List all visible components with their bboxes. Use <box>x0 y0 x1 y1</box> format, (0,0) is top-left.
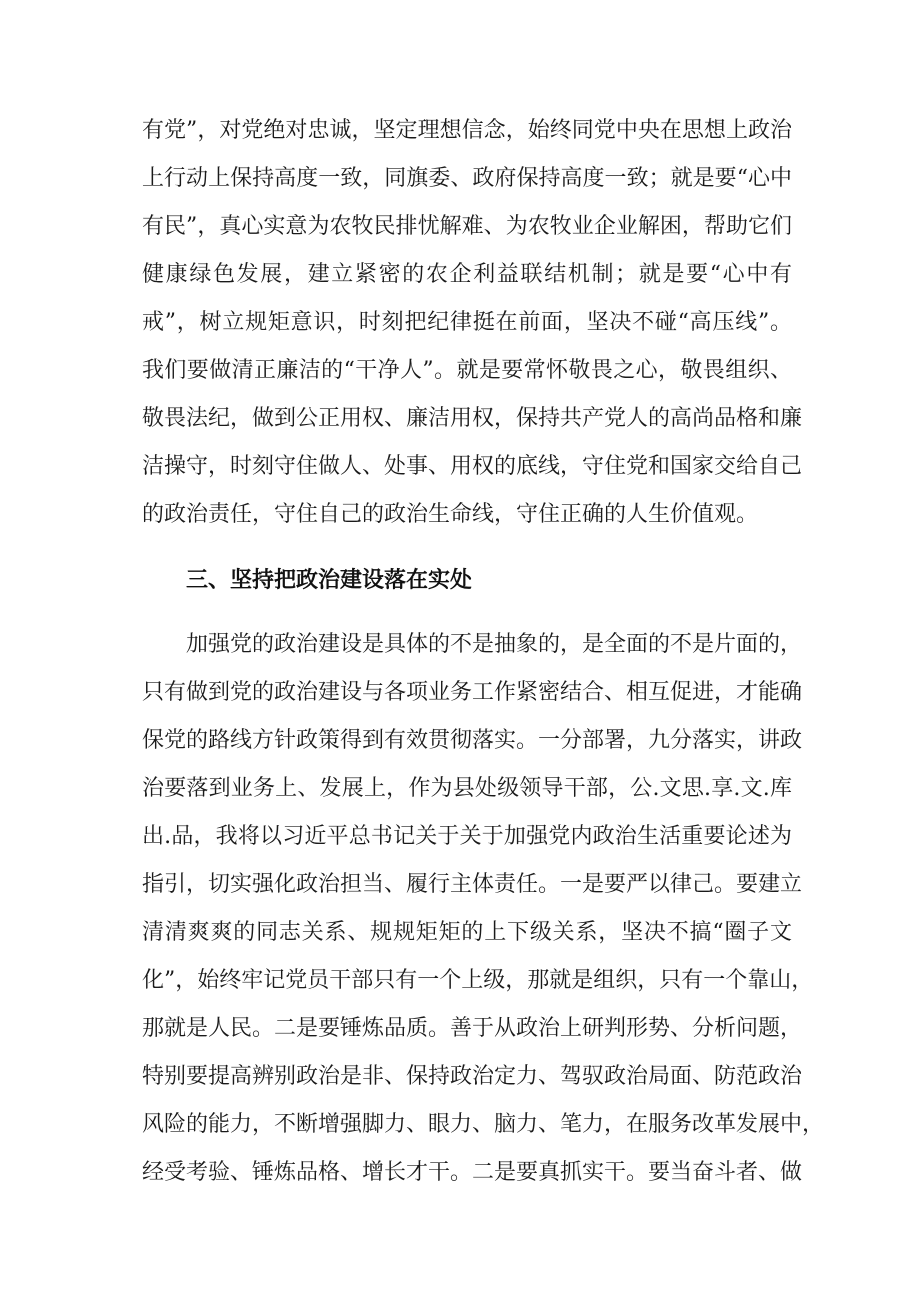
paragraph-2-line-12: 经受考验、锤炼品格、增长才干。二是要真抓实干。要当奋斗者、做 <box>142 1160 803 1185</box>
paragraph-1-line-4: 健康绿色发展，建立紧密的农企利益联结机制；就是要“心中有 <box>142 262 792 287</box>
paragraph-1-line-2: 上行动上保持高度一致，同旗委、政府保持高度一致；就是要“心中 <box>142 166 792 191</box>
paragraph-2-line-8: 化”，始终牢记党员干部只有一个上级，那就是组织，只有一个靠山， <box>142 968 814 993</box>
paragraph-2-line-2: 只有做到党的政治建设与各项业务工作紧密结合、相互促进，才能确 <box>142 680 803 705</box>
paragraph-2-line-7: 清清爽爽的同志关系、规规矩矩的上下级关系，坚决不搞“圈子文 <box>142 920 792 945</box>
paragraph-1-line-1: 有党”，对党绝对忠诚，坚定理想信念，始终同党中央在思想上政治 <box>142 118 792 143</box>
paragraph-2-line-4: 治要落到业务上、发展上，作为县处级领导干部，公.文思.享.文.库 <box>142 776 792 801</box>
paragraph-2-line-11: 风险的能力，不断增强脚力、眼力、脑力、笔力，在服务改革发展中， <box>142 1112 825 1137</box>
paragraph-1-line-8: 洁操守，时刻守住做人、处事、用权的底线，守住党和国家交给自己 <box>142 454 803 479</box>
paragraph-1-line-9: 的政治责任，守住自己的政治生命线，守住正确的人生价值观。 <box>142 502 759 527</box>
section-heading: 三、坚持把政治建设落在实处 <box>186 568 473 593</box>
paragraph-2-line-1: 加强党的政治建设是具体的不是抽象的，是全面的不是片面的， <box>186 632 803 657</box>
paragraph-1-line-3: 有民”，真心实意为农牧民排忧解难、为农牧业企业解困，帮助它们 <box>142 214 792 239</box>
paragraph-2-line-9: 那就是人民。二是要锤炼品质。善于从政治上研判形势、分析问题， <box>142 1016 803 1041</box>
paragraph-2-line-10: 特别要提高辨别政治是非、保持政治定力、驾驭政治局面、防范政治 <box>142 1064 803 1089</box>
paragraph-2-line-5: 出.品，我将以习近平总书记关于关于加强党内政治生活重要论述为 <box>142 824 792 849</box>
paragraph-1-line-7: 敬畏法纪，做到公正用权、廉洁用权，保持共产党人的高尚品格和廉 <box>142 406 803 431</box>
paragraph-2-line-6: 指引，切实强化政治担当、履行主体责任。一是要严以律己。要建立 <box>142 872 803 897</box>
paragraph-2-line-3: 保党的路线方针政策得到有效贯彻落实。一分部署，九分落实，讲政 <box>142 728 803 753</box>
paragraph-1-line-5: 戒”，树立规矩意识，时刻把纪律挺在前面，坚决不碰“高压线”。 <box>142 310 792 335</box>
paragraph-1-line-6: 我们要做清正廉洁的“干净人”。就是要常怀敬畏之心，敬畏组织、 <box>142 358 792 383</box>
